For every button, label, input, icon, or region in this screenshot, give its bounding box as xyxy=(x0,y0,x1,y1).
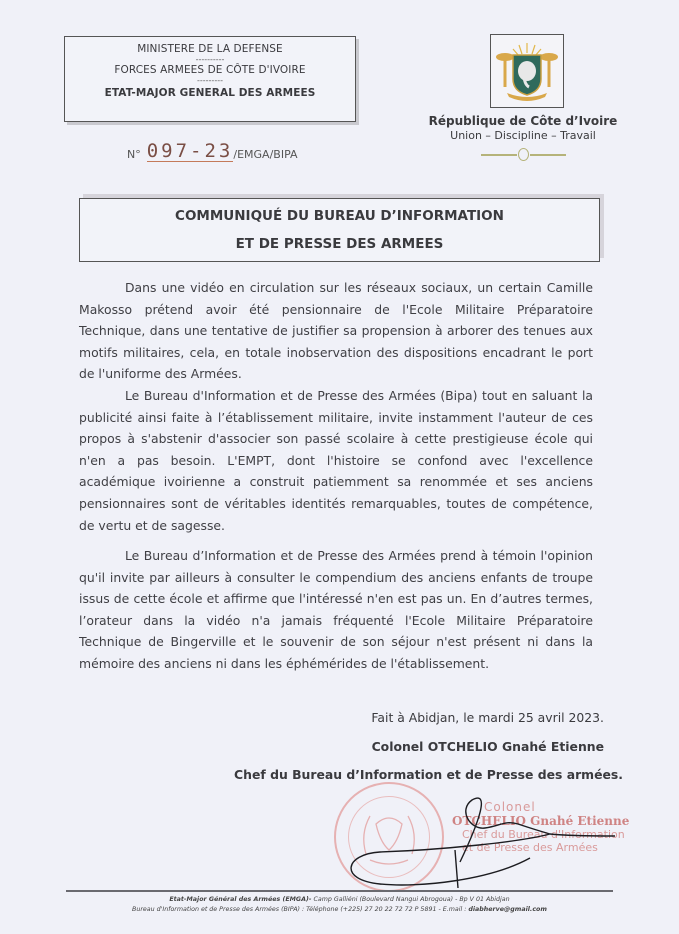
footer-line-2 xyxy=(66,905,613,915)
signer-title: Chef du Bureau d’Information et de Presse des armées. xyxy=(234,767,623,782)
paragraph-text: Le Bureau d'Information et de Presse des Armées (Bipa) tout en saluant la publicité ainsi faite à l’établissement militaire, invite instamment l'auteur de ces propos à s'abstenir d'associer son passé scolaire à cette prestigieuse école qui n'en a pas besoin. L'EMPT, dont l'histoire se confond avec l'excellence académique ivoirienne a construit patiemment sa renommée et ses anciens pensionnaires sont de véritables identités remarquables, toutes de compétence, de vertu et de sagesse. xyxy=(79,388,593,533)
ornament-divider-icon xyxy=(418,148,628,161)
title-line-1: COMMUNIQUÉ DU BUREAU D’INFORMATION xyxy=(175,208,504,224)
coat-of-arms-icon xyxy=(490,34,564,108)
handwritten-signature-icon xyxy=(340,790,630,890)
communique-title-box xyxy=(79,198,600,262)
footer-divider xyxy=(66,890,613,892)
footer-emga: Etat-Major Général des Armées (EMGA)- xyxy=(169,896,312,903)
national-motto: Union – Discipline – Travail xyxy=(450,129,596,142)
forces-name: FORCES ARMEES DE CÔTE D'IVOIRE xyxy=(114,64,306,76)
stamp-rank: Colonel xyxy=(484,800,536,814)
republic-name: République de Côte d’Ivoire xyxy=(428,114,618,128)
body-paragraph-3 xyxy=(79,545,593,675)
reference-handwritten-number: 097-23 xyxy=(146,140,234,162)
footer-bipa-contact: Bureau d'Information et de Presse des Armées (BIPA) : Téléphone (+225) 27 20 22 72 72 P 5891 - E.mail : xyxy=(132,906,469,913)
body-paragraph-1 xyxy=(79,277,593,385)
body-paragraph-2 xyxy=(79,385,593,536)
ministry-name: MINISTERE DE LA DEFENSE xyxy=(137,43,283,55)
etat-major-name: ETAT-MAJOR GENERAL DES ARMEES xyxy=(104,87,316,99)
stamp-role-line-2: et de Presse des Armées xyxy=(462,841,598,854)
separator: ---------- xyxy=(195,55,225,64)
republic-block xyxy=(418,114,628,161)
title-line-2: ET DE PRESSE DES ARMEES xyxy=(235,236,444,252)
separator: --------- xyxy=(197,76,223,85)
paragraph-text: Le Bureau d’Information et de Presse des Armées prend à témoin l'opinion qu'il invite par ailleurs à consulter le compendium des anciens enfants de troupe issus de cette école et affirme que l'intéressé n'en est pas un. En d’autres termes, l’orateur dans la vidéo n'a jamais fréquenté l'Ecole Militaire Préparatoire Technique de Bingerville et le souvenir de son séjour n'est présent ni dans la mémoire des anciens ni dans les éphémérides de l'établissement. xyxy=(79,548,593,671)
footer-email: diabherve@gmail.com xyxy=(468,906,547,913)
footer-address: Camp Galliéni (Boulevard Nangui Abrogoua) - Bp V 01 Abidjan xyxy=(311,896,510,903)
footer-line-1 xyxy=(66,895,613,905)
ministry-header-box xyxy=(64,36,356,122)
signer-name: Colonel OTCHELIO Gnahé Etienne xyxy=(371,739,604,754)
footer-contact xyxy=(66,895,613,915)
place-and-date: Fait à Abidjan, le mardi 25 avril 2023. xyxy=(371,710,604,725)
reference-number xyxy=(127,142,298,162)
stamp-role-line-1: Chef du Bureau d'Information xyxy=(462,828,625,841)
reference-suffix: /EMGA/BIPA xyxy=(233,148,298,161)
reference-prefix: N° xyxy=(127,148,141,161)
stamp-name: OTCHELIO Gnahé Etienne xyxy=(452,814,630,828)
paragraph-text: Dans une vidéo en circulation sur les réseaux sociaux, un certain Camille Makosso prétend avoir été pensionnaire de l'Ecole Militaire Préparatoire Technique, dans une tentative de justifier sa propension à arborer des tenues aux motifs militaires, cela, en totale inobservation des dispositions encadrant le port de l'uniforme des Armées. xyxy=(79,280,593,382)
